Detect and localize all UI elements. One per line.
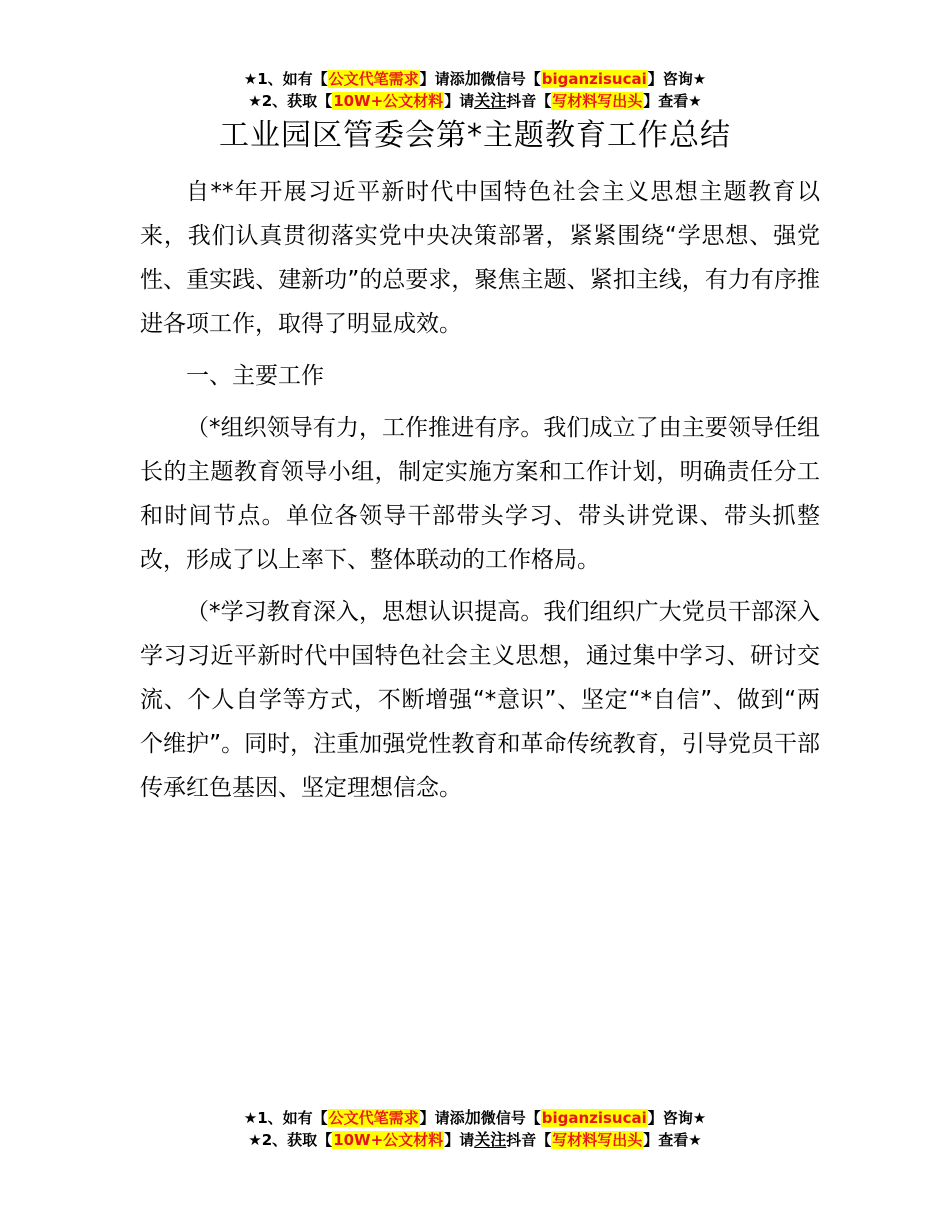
highlight-douyin-id: 写材料写出头 xyxy=(552,92,643,110)
highlight-wechat-id: biganzisucai xyxy=(541,70,647,88)
highlight-service: 公文代笔需求 xyxy=(328,70,419,88)
footer-banner xyxy=(0,1107,950,1151)
banner-text: 抖音【 xyxy=(506,92,552,110)
body-paragraph: （*组织领导有力，工作推进有序。我们成立了由主要领导任组长的主题教育领导小组，制定实施方案和工作计划，明确责任分工和时间节点。单位各领导干部带头学习、带头讲党课、带头抓整改，形成了以上率下、整体联动的工作格局。 xyxy=(140,415,820,573)
banner-text: ★1、如有【 xyxy=(243,70,328,88)
banner-text: ★1、如有【 xyxy=(243,1109,328,1127)
banner-text: 关注 xyxy=(474,91,507,110)
document-body xyxy=(140,170,820,818)
intro-paragraph: 自**年开展习近平新时代中国特色社会主义思想主题教育以来，我们认真贯彻落实党中央决策部署，紧紧围绕“学思想、强党性、重实践、建新功”的总要求，聚焦主题、紧扣主线，有力有序推进各项工作，取得了明显成效。 xyxy=(140,179,820,337)
banner-text: 】咨询★ xyxy=(647,1109,707,1127)
banner-text: 抖音【 xyxy=(506,1131,552,1149)
body-paragraph: （*学习教育深入，思想认识提高。我们组织广大党员干部深入学习习近平新时代中国特色社会主义思想，通过集中学习、研讨交流、个人自学等方式，不断增强“*意识”、坚定“*自信”、做到“两个维护”。同时，注重加强党性教育和革命传统教育，引导党员干部传承红色基因、坚定理想信念。 xyxy=(140,599,820,801)
banner-line-1 xyxy=(0,68,950,90)
banner-text: ★2、获取【 xyxy=(248,92,333,110)
highlight-materials: 10W+公文材料 xyxy=(333,92,444,110)
banner-line-2 xyxy=(0,1129,950,1151)
highlight-materials: 10W+公文材料 xyxy=(333,1131,444,1149)
banner-text: 】查看★ xyxy=(643,1131,702,1149)
banner-text: 】请 xyxy=(444,1131,475,1149)
banner-text: 加 xyxy=(464,1108,481,1127)
banner-text: 】查看★ xyxy=(643,92,702,110)
banner-text: 】请 xyxy=(444,92,475,110)
banner-text: 关注 xyxy=(474,1130,507,1149)
highlight-douyin-id: 写材料写出头 xyxy=(552,1131,643,1149)
highlight-wechat-id: biganzisucai xyxy=(541,1109,647,1127)
banner-text: ★2、获取【 xyxy=(248,1131,333,1149)
banner-text: 】请添 xyxy=(419,1109,465,1127)
banner-text: 】请添 xyxy=(419,70,465,88)
section-heading: 一、主要工作 xyxy=(186,363,324,389)
document-title: 工业园区管委会第*主题教育工作总结 xyxy=(219,118,731,153)
banner-text: 微信号【 xyxy=(480,1109,541,1127)
banner-text: 加 xyxy=(464,69,481,88)
banner-text: 微信号【 xyxy=(480,70,541,88)
header-banner xyxy=(0,68,950,112)
banner-line-2 xyxy=(0,90,950,112)
banner-text: 】咨询★ xyxy=(647,70,707,88)
banner-line-1 xyxy=(0,1107,950,1129)
highlight-service: 公文代笔需求 xyxy=(328,1109,419,1127)
